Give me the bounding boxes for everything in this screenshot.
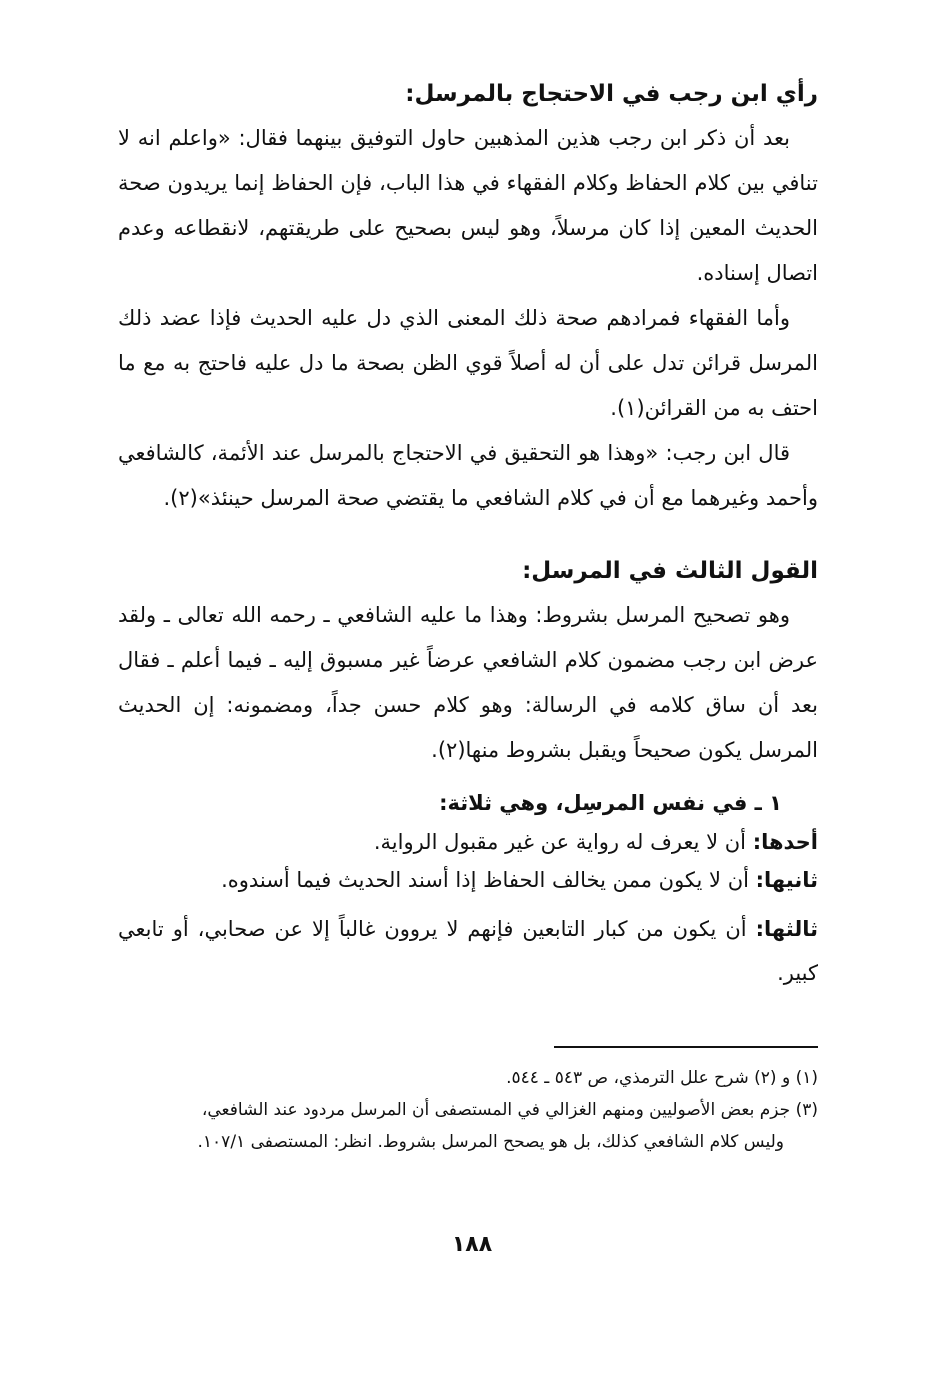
footnote-divider: [554, 1046, 818, 1048]
footnote-3-continuation: وليس كلام الشافعي كذلك، بل هو يصحح المرسل بشروط. انظر: المستصفى ١٠٧/١.: [197, 1132, 784, 1152]
page-body: [118, 72, 818, 995]
spacer: [118, 773, 818, 783]
paragraph-4: وهو تصحيح المرسل بشروط: وهذا ما عليه الشافعي ـ رحمه الله تعالى ـ ولقد عرض ابن رجب مضمون كلام الشافعي عرضاً غير مسبوق إليه ـ فيما أعلم ـ فقال بعد أن ساق كلامه في الرسالة: وهو كلام حسن جداً، ومضمونه: إن الحديث المرسل يكون صحيحاً ويقبل بشروط منها(٢).: [118, 603, 818, 762]
spacer: [118, 521, 818, 549]
paragraph-2: وأما الفقهاء فمرادهم صحة ذلك المعنى الذي دل عليه الحديث فإذا عضد ذلك المرسل قرائن تدل على أن له أصلاً قوي الظن بصحة ما دل عليه فاحتج به مع ما احتف به من القرائن(١).: [118, 306, 818, 420]
condition-text: أن لا يعرف له رواية عن غير مقبول الرواية.: [373, 830, 753, 854]
paragraph-3: قال ابن رجب: «وهذا هو التحقيق في الاحتجاج بالمرسل عند الأئمة، كالشافعي وأحمد وغيرهما مع أن في كلام الشافعي ما يقتضي صحة المرسل حينئذ»(٢).: [118, 441, 818, 510]
condition-2: [118, 861, 818, 899]
section-heading-ibn-rajab: رأي ابن رجب في الاحتجاج بالمرسل:: [405, 81, 818, 107]
condition-label: أحدها:: [752, 830, 818, 854]
footnote-3: (٣) جزم بعض الأصوليين ومنهم الغزالي في المستصفى أن المرسل مردود عند الشافعي،: [201, 1100, 818, 1120]
condition-1: [118, 823, 818, 861]
condition-label: ثالثها:: [755, 917, 818, 941]
footnotes: [118, 1062, 818, 1158]
footnote-1: (١) و (٢) شرح علل الترمذي، ص ٥٤٣ ـ ٥٤٤.: [506, 1068, 818, 1088]
condition-group-heading: ١ ـ في نفس المرسِل، وهي ثلاثة:: [439, 791, 782, 815]
condition-3: [118, 907, 818, 995]
section-heading-third-opinion: القول الثالث في المرسل:: [522, 558, 818, 584]
condition-text: أن يكون من كبار التابعين فإنهم لا يروون غالباً إلا عن صحابي، أو تابعي كبير.: [118, 917, 818, 985]
condition-label: ثانيها:: [755, 868, 818, 892]
paragraph-1: بعد أن ذكر ابن رجب هذين المذهبين حاول التوفيق بينهما فقال: «واعلم انه لا تنافي بين كلام الحفاظ وكلام الفقهاء في هذا الباب، فإن الحفاظ إنما يريدون صحة الحديث المعين إذا كان مرسلاً، وهو ليس بصحيح على طريقتهم، لانقطاعه وعدم اتصال إسناده.: [118, 126, 818, 285]
page-number: ١٨٨: [451, 1232, 493, 1257]
condition-text: أن لا يكون ممن يخالف الحفاظ إذا أسند الحديث فيما أسندوه.: [221, 868, 756, 892]
